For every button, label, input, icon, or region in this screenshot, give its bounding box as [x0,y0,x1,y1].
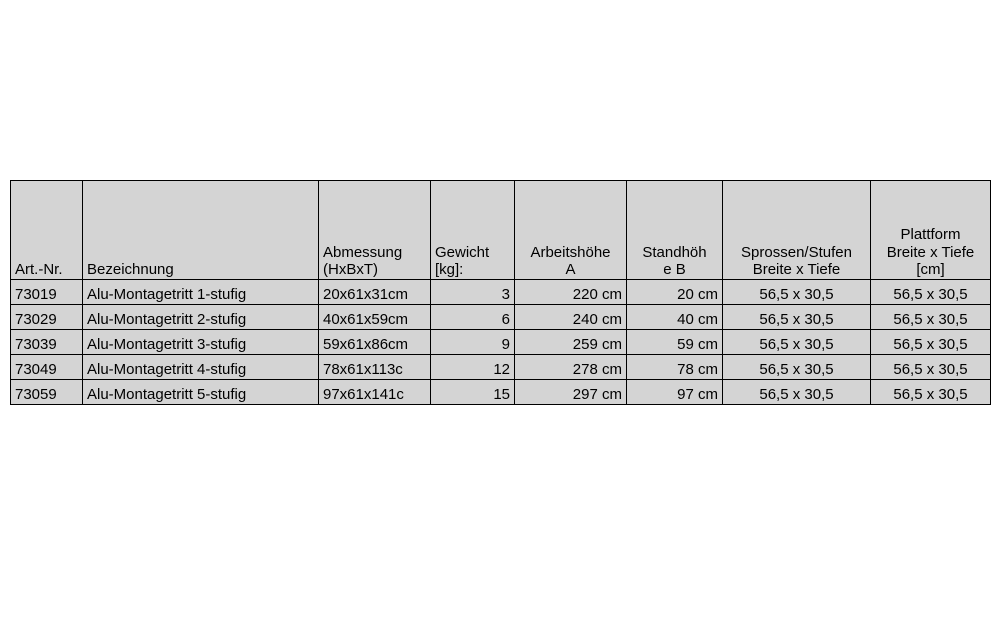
spec-table-container [10,180,990,405]
column-header-label [435,244,510,279]
column-header-line: Breite x Tiefe [886,243,975,261]
table-row [11,355,991,380]
cell-bezeichnung: Alu-Montagetritt 2-stufig [83,305,319,330]
cell-sprossen: 56,5 x 30,5 [723,305,871,330]
column-header-arbeitshoehe [515,181,627,280]
cell-standhoehe: 59 cm [627,330,723,355]
column-header-label [875,226,986,278]
cell-plattform: 56,5 x 30,5 [871,380,991,405]
cell-plattform: 56,5 x 30,5 [871,330,991,355]
product-specification-table [10,180,991,405]
table-row [11,280,991,305]
column-header-plattform [871,181,991,280]
cell-gewicht: 12 [431,355,515,380]
cell-art_nr: 73039 [11,330,83,355]
cell-plattform: 56,5 x 30,5 [871,355,991,380]
cell-bezeichnung: Alu-Montagetritt 4-stufig [83,355,319,380]
table-row [11,330,991,355]
cell-bezeichnung: Alu-Montagetritt 3-stufig [83,330,319,355]
column-header-line: Breite x Tiefe [752,260,841,278]
cell-abmessung: 20x61x31cm [319,280,431,305]
cell-plattform: 56,5 x 30,5 [871,305,991,330]
cell-standhoehe: 40 cm [627,305,723,330]
cell-abmessung: 78x61x113c [319,355,431,380]
cell-gewicht: 15 [431,380,515,405]
cell-plattform: 56,5 x 30,5 [871,280,991,305]
column-header-line: Sprossen/Stufen [741,243,852,261]
column-header-sprossen [723,181,871,280]
column-header-art_nr [11,181,83,280]
cell-arbeitshoehe: 297 cm [515,380,627,405]
column-header-line: Abmessung [323,243,403,261]
table-row [11,380,991,405]
column-header-label [727,244,866,279]
column-header-line: Gewicht [435,243,490,261]
cell-bezeichnung: Alu-Montagetritt 1-stufig [83,280,319,305]
column-header-line: Arbeitshöhe [530,243,611,261]
cell-art_nr: 73019 [11,280,83,305]
cell-arbeitshoehe: 240 cm [515,305,627,330]
cell-bezeichnung: Alu-Montagetritt 5-stufig [83,380,319,405]
table-body [11,280,991,405]
column-header-gewicht [431,181,515,280]
cell-sprossen: 56,5 x 30,5 [723,380,871,405]
cell-arbeitshoehe: 278 cm [515,355,627,380]
cell-sprossen: 56,5 x 30,5 [723,355,871,380]
cell-sprossen: 56,5 x 30,5 [723,330,871,355]
cell-gewicht: 9 [431,330,515,355]
cell-abmessung: 59x61x86cm [319,330,431,355]
column-header-label [323,244,426,279]
column-header-standhoehe [627,181,723,280]
column-header-line: Bezeichnung [87,260,174,278]
cell-standhoehe: 97 cm [627,380,723,405]
column-header-line: Plattform [900,226,961,244]
cell-gewicht: 6 [431,305,515,330]
column-header-abmessung [319,181,431,280]
cell-arbeitshoehe: 220 cm [515,280,627,305]
cell-sprossen: 56,5 x 30,5 [723,280,871,305]
cell-abmessung: 97x61x141c [319,380,431,405]
cell-gewicht: 3 [431,280,515,305]
column-header-line: Standhöh [642,243,707,261]
column-header-line: A [565,260,576,278]
table-header-row [11,181,991,280]
column-header-line: e B [663,260,686,278]
column-header-label [87,261,314,278]
table-row [11,305,991,330]
column-header-line: (HxBxT) [323,260,378,278]
column-header-line: [cm] [916,260,945,278]
cell-arbeitshoehe: 259 cm [515,330,627,355]
cell-art_nr: 73029 [11,305,83,330]
column-header-label [15,261,78,278]
cell-art_nr: 73059 [11,380,83,405]
column-header-label [519,244,622,279]
cell-standhoehe: 78 cm [627,355,723,380]
cell-abmessung: 40x61x59cm [319,305,431,330]
table-header [11,181,991,280]
column-header-label [631,244,718,279]
cell-standhoehe: 20 cm [627,280,723,305]
column-header-bezeichnung [83,181,319,280]
column-header-line: [kg]: [435,260,464,278]
cell-art_nr: 73049 [11,355,83,380]
column-header-line: Art.-Nr. [15,260,63,278]
